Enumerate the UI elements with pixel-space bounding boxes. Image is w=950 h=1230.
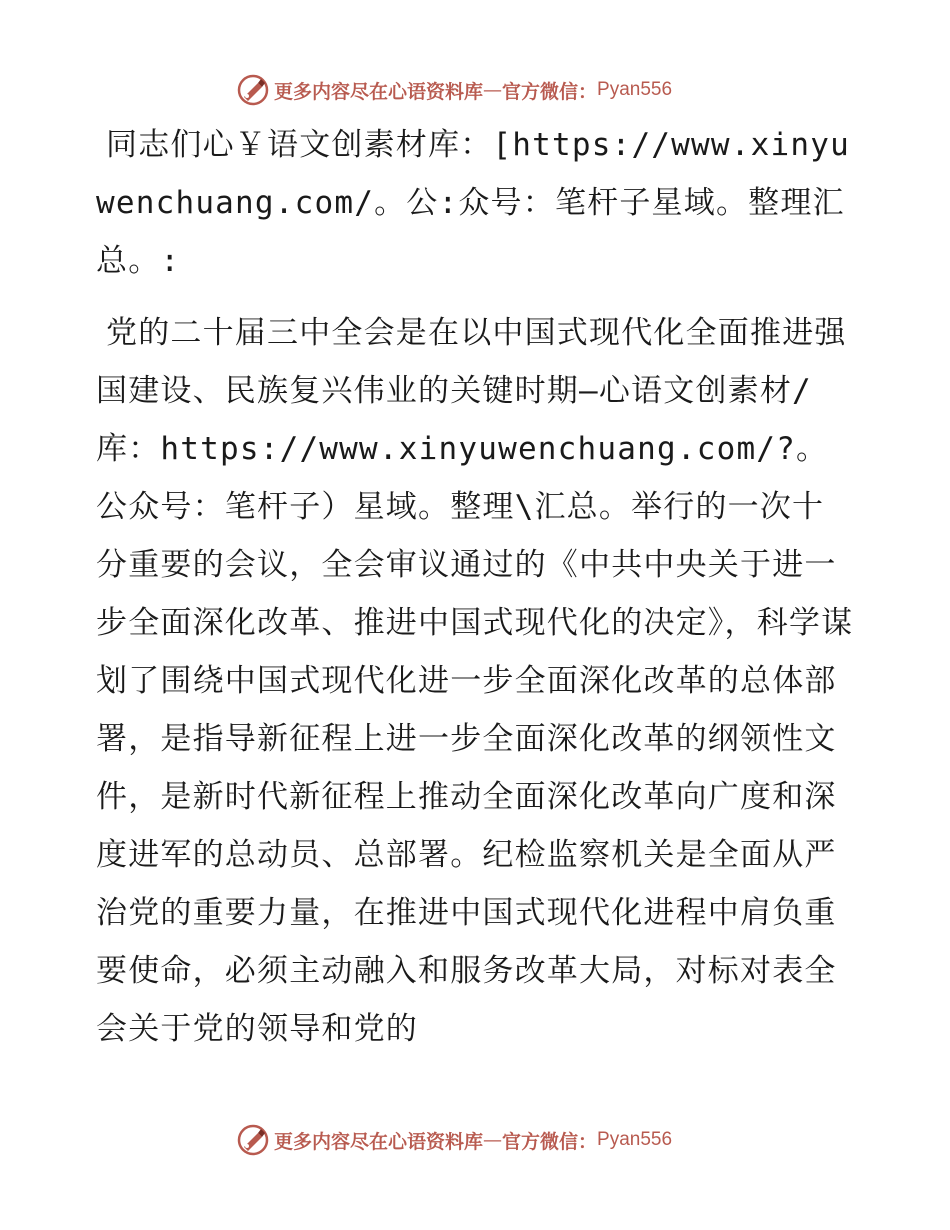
- banner-brand-text: 更多内容尽在心语资料库: [274, 80, 484, 103]
- banner-wechat-label: 官方微信：: [502, 80, 598, 103]
- document-body: [96, 116, 856, 1058]
- banner-wechat-id: Pyan556: [597, 79, 673, 100]
- banner-wechat-id: Pyan556: [597, 1129, 673, 1150]
- paragraph-main: 党的二十届三中全会是在以中国式现代化全面推进强国建设、民族复兴伟业的关键时期—心语文创素材/库：https://www.xinyuwenchuang.com/?。公众号：笔杆子）星域。整理\汇总。举行的一次十分重要的会议，全会审议通过的《中共中央关于进一步全面深化改革、推进中国式现代化的决定》，科学谋划了围绕中国式现代化进一步全面深化改革的总体部署，是指导新征程上进一步全面深化改革的纲领性文件，是新时代新征程上推动全面深化改革向广度和深度进军的总动员、总部署。纪检监察机关是全面从严治党的重要力量，在推进中国式现代化进程中肩负重要使命，必须主动融入和服务改革大局，对标对表全会关于党的领导和党的: [96, 315, 854, 1047]
- banner-brand-text: 更多内容尽在心语资料库: [274, 1130, 484, 1153]
- banner-separator: —: [483, 1129, 503, 1151]
- banner-separator: —: [483, 79, 503, 101]
- header-banner: [236, 72, 756, 108]
- pen-logo-icon: [236, 1123, 270, 1157]
- banner-wechat-label: 官方微信：: [502, 1130, 598, 1153]
- footer-banner: [236, 1122, 756, 1158]
- paragraph-intro: 同志们心￥语文创素材库：[https://www.xinyuwenchuang.com/。公:众号：笔杆子星域。整理汇总。:: [96, 127, 850, 279]
- pen-logo-icon: [236, 73, 270, 107]
